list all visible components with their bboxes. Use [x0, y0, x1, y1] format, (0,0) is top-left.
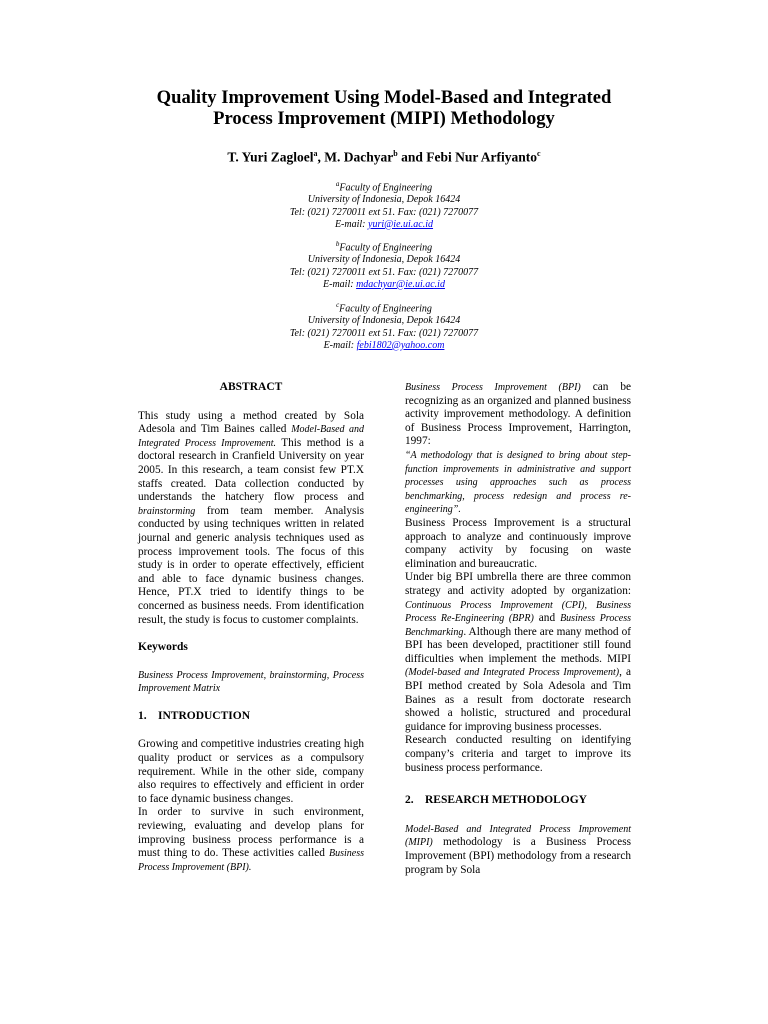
affiliation-a [200, 178, 568, 231]
intro-paragraph-2 [138, 806, 364, 874]
bpi-text-part: can be recognizing as an organized and planned business activity improvement methodology. A definition of Business Process Improvement, Harrington, 1997: [405, 381, 631, 448]
affiliation-sup: c [336, 301, 340, 309]
section-title: INTRODUCTION [158, 709, 251, 722]
bpi-definition-paragraph: Business Process Improvement is a structural approach to analyze and continuously improve company activity by focusing on waste elimination and bureaucratic. [405, 516, 631, 570]
methodology-heading [405, 794, 631, 808]
affiliation-faculty [200, 178, 568, 194]
author-separator: , [317, 149, 325, 165]
strategies-italic-part: Continuous Process Improvement (CPI), Business Process Re-Engineering (BPR) [405, 599, 631, 625]
affiliation-b [200, 238, 568, 291]
affiliation-sup: b [335, 240, 340, 248]
section-number: 1. [138, 709, 147, 722]
abstract-text-part: This study using a method created by Sola Adesola and Tim Baines called [138, 409, 364, 436]
section-number: 2. [405, 794, 414, 807]
affiliation-faculty-text: Faculty of Engineering [339, 182, 433, 194]
section-title: RESEARCH METHODOLOGY [425, 794, 587, 807]
affiliation-phone: Tel: (021) 7270011 ext 51. Fax: (021) 7270077 [289, 327, 479, 339]
strategies-text-part: and [533, 612, 561, 625]
abstract-text-part: from team member. Analysis conducted by using techniques written in related journal and generic analysis techniques used as process improvement tools. The focus of this study is in order to operate effectively, efficient and able to face dynamic business changes. Hence, PT.X tried to identify things to be concerned as business needs. From identification result, the study is focus to customer complaints. [138, 504, 364, 626]
email-link[interactable]: mdachyar@ie.ui.ac.id [356, 278, 445, 290]
affiliation-sup: a [335, 180, 340, 188]
email-label: E-mail: [323, 278, 357, 290]
affiliation-phone: Tel: (021) 7270011 ext 51. Fax: (021) 7270077 [289, 206, 479, 218]
affiliation-university: University of Indonesia, Depok 16424 [307, 194, 461, 206]
harrington-quote: “A methodology that is designed to bring about step-function improvements in administrative and support processes using approaches such as process benchmarking, process redesign and process re-engineering”. [405, 449, 631, 516]
intro-text-part: In order to survive in such environment, reviewing, evaluating and develop plans for improving business process performance is a must thing to do. These activities called [138, 806, 364, 860]
author-sup: b [393, 149, 398, 158]
strategies-text-part: Under big BPI umbrella there are three common strategy and activity adopted by organization: [405, 571, 631, 597]
abstract-heading: ABSTRACT [219, 381, 283, 393]
author-list [100, 146, 668, 166]
intro-paragraph-1: Growing and competitive industries creating high quality product or services as a compulsory requirement. While in the other side, company also requires to effectively and efficient in order to face dynamic business changes. [138, 738, 364, 805]
right-column [405, 381, 631, 877]
research-paragraph: Research conducted resulting on identifying company’s criteria and target to improve its business process performance. [405, 734, 631, 774]
keywords-heading: Keywords [138, 641, 188, 654]
strategies-text-part: , a BPI method created by Sola Adesola and Tim Baines as a result from doctorate research showed a holistic, structured and procedural guidance for improving business processes. [405, 666, 631, 733]
abstract-italic-part: Model-Based and Integrated Process Improvement. [138, 424, 364, 449]
affiliation-email-line [200, 340, 568, 352]
bpi-paragraph [405, 381, 631, 449]
affiliation-c [200, 299, 568, 352]
keywords-text: Business Process Improvement, brainstorming, Process Improvement Matrix [138, 669, 364, 695]
author-sup: c [537, 149, 541, 158]
strategies-italic-part: Business Process Benchmarking [405, 613, 631, 638]
email-label: E-mail: [334, 218, 368, 230]
left-column [138, 381, 364, 874]
affiliation-faculty [200, 238, 568, 254]
bpi-strategies-paragraph [405, 571, 631, 734]
affiliation-faculty-text: Faculty of Engineering [339, 303, 432, 315]
abstract-italic-part: brainstorming [138, 505, 196, 517]
title-line-2: Process Improvement (MIPI) Methodology [213, 108, 555, 129]
author-name: Febi Nur Arfiyanto [426, 149, 538, 165]
strategies-italic-part: (Model-based and Integrated Process Improvement) [405, 667, 620, 679]
affiliation-faculty-text: Faculty of Engineering [339, 242, 433, 254]
mipi-italic-part: Model-Based and Integrated Process Improvement (MIPI) [405, 823, 631, 849]
affiliation-university: University of Indonesia, Depok 16424 [307, 254, 461, 266]
abstract-text [138, 410, 364, 628]
abstract-text-part: This method is a doctoral research in Cranfield University on year 2005. In this research, a team consist few PT.X staffs created. Data collection conducted by understands the hatchery flow process and [138, 436, 364, 504]
affiliation-phone: Tel: (021) 7270011 ext 51. Fax: (021) 7270077 [289, 266, 479, 278]
paper-title [100, 87, 668, 129]
email-label: E-mail: [323, 339, 357, 351]
author-name: T. Yuri Zagloel [227, 149, 314, 165]
author-separator: and [397, 149, 427, 165]
bpi-italic-part: Business Process Improvement (BPI) [405, 382, 581, 393]
mipi-text-part: methodology is a Business Process Improvement (BPI) methodology from a research program by Sola [405, 836, 631, 876]
intro-italic-part: Business Process Improvement (BPI). [138, 848, 364, 873]
author-name: M. Dachyar [324, 149, 394, 165]
affiliation-university: University of Indonesia, Depok 16424 [307, 315, 461, 327]
email-link[interactable]: yuri@ie.ui.ac.id [368, 218, 434, 230]
introduction-heading [138, 710, 364, 724]
title-line-1: Quality Improvement Using Model-Based and Integrated [156, 87, 612, 108]
strategies-text-part: . Although there are many method of BPI has been developed, practitioner still found difficulties when implement the methods. MIPI [405, 625, 631, 665]
affiliation-email-line [200, 219, 568, 231]
affiliation-email-line [200, 279, 568, 291]
email-link[interactable]: febi1802@yahoo.com [356, 339, 445, 351]
author-sup: a [313, 149, 318, 158]
affiliation-faculty [200, 299, 568, 315]
mipi-paragraph [405, 823, 631, 877]
